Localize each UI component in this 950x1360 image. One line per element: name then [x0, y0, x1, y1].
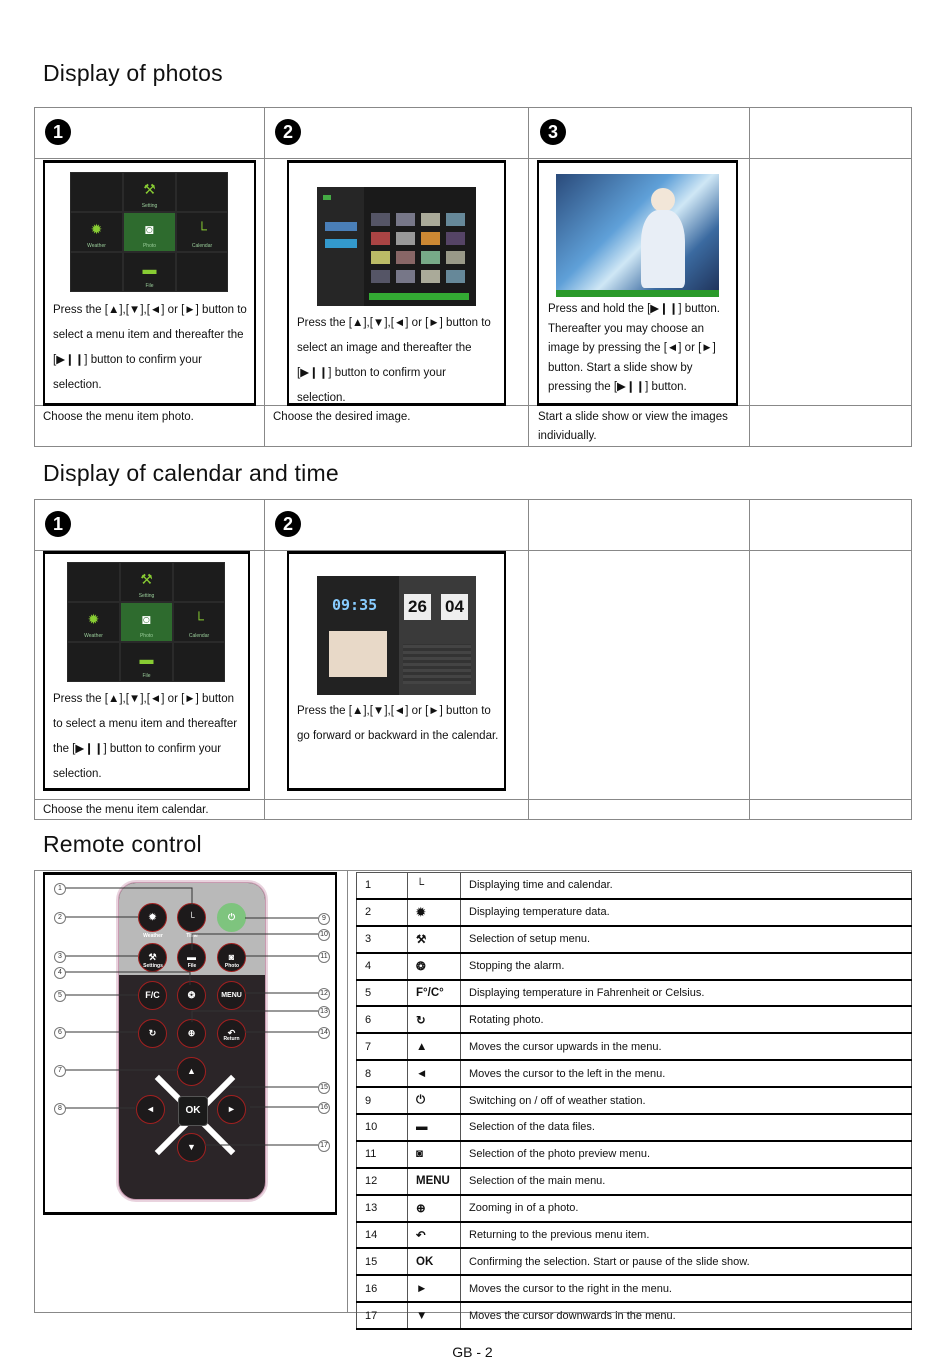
folder-icon: ▬ — [139, 651, 154, 667]
table-row — [357, 1248, 912, 1275]
photo-step2-caption: Choose the desired image. — [273, 411, 411, 423]
remote-rotate-button: ↻ — [138, 1019, 167, 1048]
menu-label-setting: Setting — [141, 203, 158, 209]
row-number: 12 — [357, 1168, 408, 1195]
step-number-3: 3 — [540, 119, 566, 145]
table-row — [357, 1114, 912, 1141]
row-number: 5 — [357, 980, 408, 1007]
remote-right-button: ► — [217, 1095, 246, 1124]
remote-time-button: └ — [177, 903, 206, 932]
menu-label-photo: Photo — [142, 243, 157, 249]
menu-label-calendar: Calendar — [188, 633, 210, 639]
remote-settings-button: ⚒ — [138, 943, 167, 972]
right-arrow-icon: ► — [408, 1275, 461, 1302]
menu-label-file: File — [145, 283, 154, 289]
photo-step1-text: Press the [▲],[▼],[◄] or [►] button to select a menu item and thereafter the [▶❙❙] button to confirm your selection. — [53, 304, 247, 391]
clock-hands-icon: └ — [194, 611, 204, 627]
row-number: 11 — [357, 1141, 408, 1168]
remote-photo-button: ◙ — [217, 943, 246, 972]
clock-hands-icon: └ — [408, 873, 461, 899]
calendar-step2-text: Press the [▲],[▼],[◄] or [►] button to go forward or backward in the calendar. — [297, 705, 499, 742]
row-number: 13 — [357, 1195, 408, 1222]
photo-step2-text: Press the [▲],[▼],[◄] or [►] button to select an image and thereafter the [▶❙❙] button to confirm your selection. — [297, 317, 491, 404]
settings-tools-icon: ⚒ — [143, 181, 156, 197]
remote-zoom-button: ⊕ — [177, 1019, 206, 1048]
row-number: 8 — [357, 1060, 408, 1087]
camera-icon: ◙ — [408, 1141, 461, 1168]
calendar-step1-text: Press the [▲],[▼],[◄] or [►] button to select a menu item and thereafter the [▶❙❙] button to confirm your selection. — [53, 693, 238, 780]
row-number: 2 — [357, 899, 408, 926]
remote-alarm-button: ❂ — [177, 981, 206, 1010]
remote-label-time: Time — [186, 933, 198, 939]
weather-sun-icon: ✹ — [90, 221, 103, 237]
row-number: 6 — [357, 1006, 408, 1033]
remote-weather-button: ✹ — [138, 903, 167, 932]
table-row — [357, 953, 912, 980]
row-description: Selection of the main menu. — [461, 1168, 912, 1195]
step-number-1: 1 — [45, 119, 71, 145]
table-row — [357, 899, 912, 926]
section-title-remote: Remote control — [43, 831, 202, 857]
ok-text-icon: OK — [408, 1248, 461, 1275]
table-row — [357, 1222, 912, 1249]
folder-icon: ▬ — [142, 261, 157, 277]
menu-label-photo: Photo — [139, 633, 154, 639]
row-number: 10 — [357, 1114, 408, 1141]
row-description: Confirming the selection. Start or pause of the slide show. — [461, 1248, 912, 1275]
remote-up-button: ▲ — [177, 1057, 206, 1086]
row-description: Moves the cursor to the left in the menu. — [461, 1060, 912, 1087]
rotate-icon: ↻ — [408, 1006, 461, 1033]
row-number: 17 — [357, 1302, 408, 1329]
weather-sun-icon: ✹ — [408, 899, 461, 926]
settings-tools-icon: ⚒ — [408, 926, 461, 953]
row-description: Moves the cursor to the right in the menu. — [461, 1275, 912, 1302]
menu-text-icon: MENU — [408, 1168, 461, 1195]
table-row — [357, 1168, 912, 1195]
table-row — [357, 1060, 912, 1087]
row-description: Selection of the photo preview menu. — [461, 1141, 912, 1168]
row-number: 4 — [357, 953, 408, 980]
menu-label-setting: Setting — [138, 593, 155, 599]
row-description: Displaying temperature data. — [461, 899, 912, 926]
photo-step1-caption: Choose the menu item photo. — [43, 411, 194, 423]
row-description: Moves the cursor upwards in the menu. — [461, 1033, 912, 1060]
remote-down-button: ▼ — [177, 1133, 206, 1162]
row-number: 16 — [357, 1275, 408, 1302]
menu-label-file: File — [142, 673, 151, 679]
remote-power-button: ⏻ — [217, 903, 246, 932]
menu-label-calendar: Calendar — [191, 243, 213, 249]
row-number: 7 — [357, 1033, 408, 1060]
settings-tools-icon: ⚒ — [140, 571, 153, 587]
clock-hands-icon: └ — [197, 221, 207, 237]
calendar-day: 26 — [404, 594, 431, 620]
row-description: Moves the cursor downwards in the menu. — [461, 1302, 912, 1329]
table-row — [357, 1087, 912, 1114]
photo-step3-caption: Start a slide show or view the images individually. — [538, 411, 728, 442]
folder-icon: ▬ — [408, 1114, 461, 1141]
up-arrow-icon: ▲ — [408, 1033, 461, 1060]
row-description: Displaying temperature in Fahrenheit or Celsius. — [461, 980, 912, 1007]
row-number: 1 — [357, 873, 408, 899]
remote-return-button: ↶ — [217, 1019, 246, 1048]
row-number: 9 — [357, 1087, 408, 1114]
remote-label-settings: Settings — [143, 963, 163, 969]
section-title-calendar: Display of calendar and time — [43, 460, 339, 486]
table-row — [357, 1275, 912, 1302]
row-description: Zooming in of a photo. — [461, 1195, 912, 1222]
remote-menu-button: MENU — [217, 981, 246, 1010]
remote-label-weather: Weather — [143, 933, 163, 939]
row-description: Rotating photo. — [461, 1006, 912, 1033]
page-number: GB - 2 — [452, 1344, 493, 1360]
table-row — [357, 873, 912, 899]
down-arrow-icon: ▼ — [408, 1302, 461, 1329]
calendar-month: 04 — [441, 594, 468, 620]
row-number: 14 — [357, 1222, 408, 1249]
row-description: Selection of setup menu. — [461, 926, 912, 953]
remote-ok-button: OK — [178, 1096, 208, 1126]
cal-step-number-1: 1 — [45, 511, 71, 537]
menu-label-weather: Weather — [87, 243, 106, 249]
table-row — [357, 1141, 912, 1168]
row-description: Stopping the alarm. — [461, 953, 912, 980]
row-number: 15 — [357, 1248, 408, 1275]
row-description: Displaying time and calendar. — [461, 873, 912, 899]
clock-readout: 09:35 — [332, 596, 378, 614]
row-description: Returning to the previous menu item. — [461, 1222, 912, 1249]
table-row — [357, 1302, 912, 1329]
table-row — [357, 1006, 912, 1033]
remote-label-return: Return — [223, 1036, 240, 1042]
calendar-step1-caption: Choose the menu item calendar. — [43, 804, 209, 816]
camera-icon: ◙ — [142, 611, 151, 627]
section-title-photos: Display of photos — [43, 60, 223, 86]
return-arrow-icon: ↶ — [408, 1222, 461, 1249]
row-number: 3 — [357, 926, 408, 953]
fahrenheit-celsius-icon: F°/C° — [408, 980, 461, 1007]
alarm-stop-icon: ❂ — [408, 953, 461, 980]
remote-legend-table — [356, 872, 912, 1330]
step-number-2: 2 — [275, 119, 301, 145]
remote-label-photo: Photo — [224, 963, 240, 969]
row-description: Selection of the data files. — [461, 1114, 912, 1141]
table-row — [357, 1195, 912, 1222]
remote-left-button: ◄ — [136, 1095, 165, 1124]
weather-sun-icon: ✹ — [87, 611, 100, 627]
remote-file-button: ▬ — [177, 943, 206, 972]
left-arrow-icon: ◄ — [408, 1060, 461, 1087]
camera-icon: ◙ — [145, 221, 154, 237]
table-row — [357, 1033, 912, 1060]
zoom-in-icon: ⊕ — [408, 1195, 461, 1222]
cal-step-number-2: 2 — [275, 511, 301, 537]
photo-step3-text: Press and hold the [▶❙❙] button. Thereafter you may choose an image by pressing the [◄] or [►] button. Start a slide show by pressing the [▶❙❙] button. — [548, 303, 720, 393]
table-row — [357, 980, 912, 1007]
remote-fc-button: F/C — [138, 981, 167, 1010]
menu-label-weather: Weather — [84, 633, 103, 639]
power-icon: ⏻ — [408, 1087, 461, 1114]
row-description: Switching on / off of weather station. — [461, 1087, 912, 1114]
remote-label-file: File — [187, 963, 197, 969]
table-row — [357, 926, 912, 953]
